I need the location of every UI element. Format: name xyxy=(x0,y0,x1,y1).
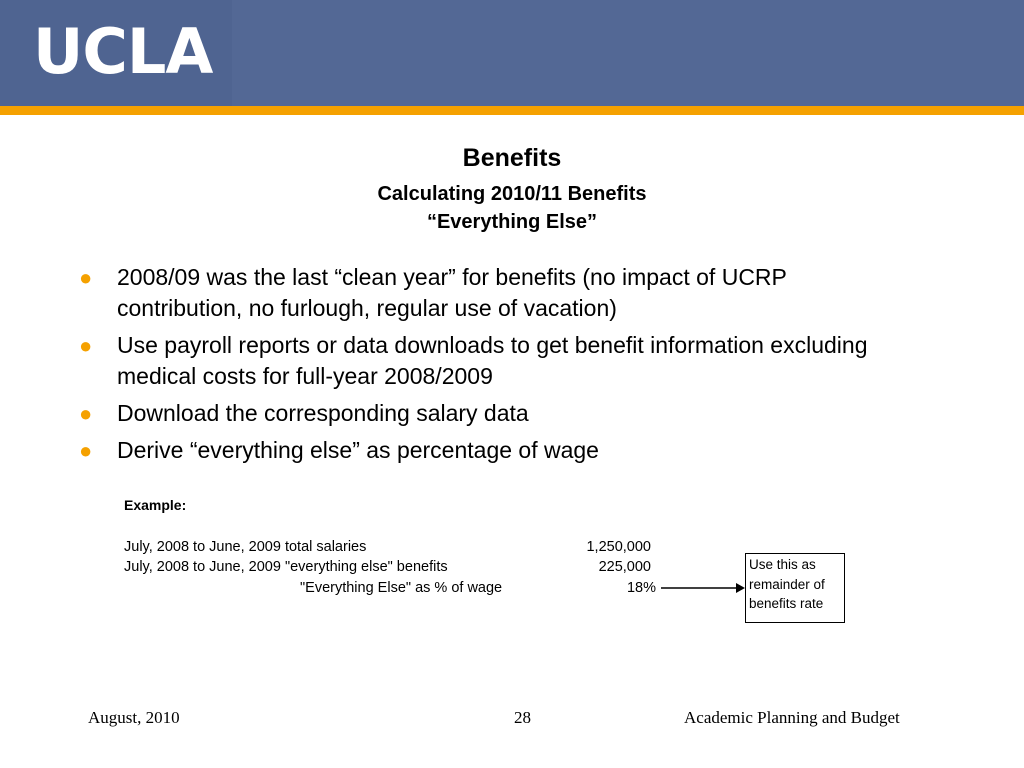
bullet-dot-icon: ● xyxy=(79,265,93,290)
bullet-item xyxy=(76,435,906,466)
bullet-text: Download the corresponding salary data xyxy=(117,400,529,426)
header-band xyxy=(0,0,1024,106)
bullet-text: 2008/09 was the last “clean year” for benefits (no impact of UCRP contribution, no furlough, regular use of vacation) xyxy=(117,264,787,321)
example-row-value: 18% xyxy=(626,580,656,596)
example-row-value: 1,250,000 xyxy=(586,539,651,555)
example-row-label: July, 2008 to June, 2009 "everything else" benefits xyxy=(124,559,448,575)
example-row-label: July, 2008 to June, 2009 total salaries xyxy=(124,539,367,555)
bullet-dot-icon: ● xyxy=(79,438,93,463)
accent-bar xyxy=(0,106,1024,115)
logo-panel xyxy=(0,0,232,106)
bullet-list xyxy=(76,262,906,472)
footer-page-number: 28 xyxy=(514,708,531,727)
bullet-item xyxy=(76,262,906,324)
slide-subtitle-quote: “Everything Else” xyxy=(426,211,598,233)
example-row-value: 225,000 xyxy=(598,559,651,575)
bullet-text: Use payroll reports or data downloads to get benefit information excluding medical costs for full-year 2008/2009 xyxy=(117,332,868,389)
slide-title: Benefits xyxy=(462,144,562,172)
bullet-text: Derive “everything else” as percentage of wage xyxy=(117,437,599,463)
example-row-label: "Everything Else" as % of wage xyxy=(300,580,503,596)
bullet-dot-icon: ● xyxy=(79,401,93,426)
footer-department: Academic Planning and Budget xyxy=(684,708,900,727)
footer-date: August, 2010 xyxy=(88,708,180,727)
bullet-item xyxy=(76,398,906,429)
callout-box: Use this as remainder of benefits rate xyxy=(745,553,845,623)
example-label: Example: xyxy=(124,497,187,513)
slide-subtitle: Calculating 2010/11 Benefits xyxy=(377,183,647,205)
bullet-dot-icon: ● xyxy=(79,333,93,358)
bullet-item xyxy=(76,330,906,392)
arrow-right-icon xyxy=(660,578,746,598)
ucla-logo: UCLA xyxy=(33,15,213,88)
